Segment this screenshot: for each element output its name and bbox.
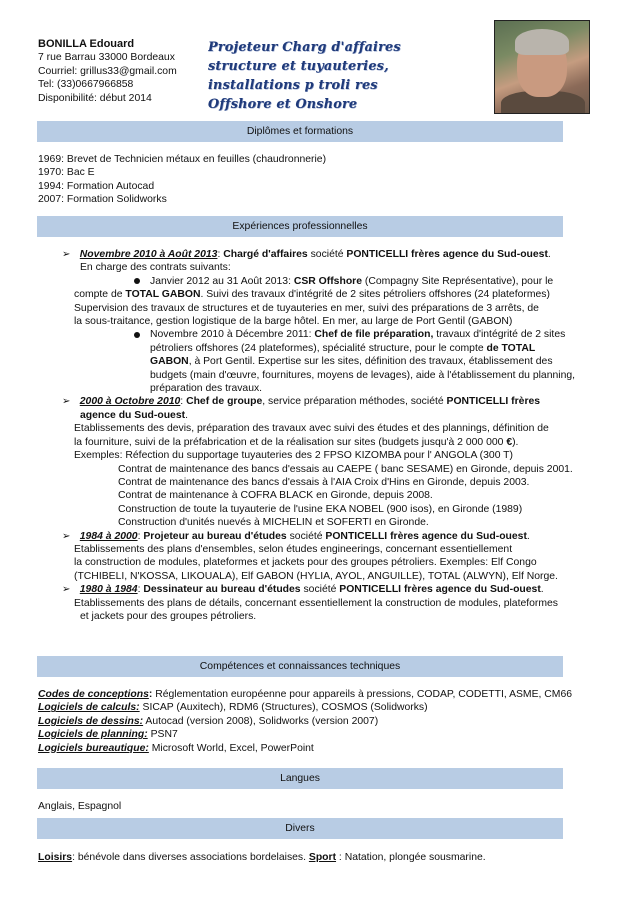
text-line: Construction d'unités nuevés à MICHELIN et SOFERTI en Gironde. (118, 517, 429, 529)
arrow-bullet-icon: ➢ (62, 530, 71, 542)
phone: Tel: (33)0667966858 (38, 79, 134, 91)
text-line: Etablissements des plans d'ensembles, selon études engineerings, concernant essentiellement (74, 543, 513, 555)
availability: Disponibilité: début 2014 (38, 92, 152, 104)
date-range: Novembre 2010 à Août 2013 (79, 249, 218, 260)
list-item: Logiciels de dessins: Autocad (version 2008), Solidworks (version 2007) (38, 715, 379, 727)
person-name: BONILLA Edouard (38, 38, 135, 50)
experience-entry-2: ➢ 2000 à Octobre 2010: Chef de groupe, service préparation méthodes, société PONTICELLI frères (62, 396, 541, 408)
experience-entry-1: ➢ Novembre 2010 à Août 2013: Chargé d'affaires société PONTICELLI frères agence du Sud-ouest. (62, 249, 551, 260)
text-line: la construction de modules, plateformes et jackets pour des groupes pétroliers. Exemples: Elf Congo (74, 557, 537, 569)
job-title-line: structure et tuyauteries, (208, 59, 389, 74)
sub-entry: Janvier 2012 au 31 Août 2013: CSR Offshore (Compagny Site Représentative), pour le (38, 275, 598, 288)
job-title-line: Projeteur Charg d'affaires (208, 40, 401, 55)
text-line: (TCHIBELI, N'KOSSA, LIKOUALA), Elf GABON (HYLIA, AYOL, ANGUILLE), TOTAL (ALWYN), Elf Norge. (74, 570, 558, 582)
job-title-line: Offshore et Onshore (208, 97, 358, 112)
langues-text: Anglais, Espagnol (38, 801, 122, 812)
divers-text: Loisirs: bénévole dans diverses associations bordelaises. Sport : Natation, plongée sousmarine. (38, 852, 486, 863)
experience-entry-3: ➢ 1984 à 2000: Projeteur au bureau d'études société PONTICELLI frères agence du Sud-ouest. (62, 530, 530, 542)
email: Courriel: grillus33@gmail.com (38, 65, 177, 77)
list-item: Codes de conceptions: Réglementation européenne pour appareils à pressions, CODAP, CODETTI, ASME, CM66 (38, 689, 573, 700)
arrow-bullet-icon: ➢ (62, 249, 71, 260)
job-title-line: installations p troli res (208, 78, 378, 93)
company: PONTICELLI frères agence du Sud-ouest (325, 530, 527, 542)
bullet-icon (134, 278, 140, 284)
date-range: 1980 à 1984 (79, 584, 138, 596)
role: Projeteur au bureau d'études (143, 530, 287, 542)
text-line: Exemples: Réfection du supportage tuyauteries des 2 FPSO KIZOMBA pour l' ANGOLA (300 T) (74, 450, 513, 462)
arrow-bullet-icon: ➢ (62, 396, 71, 408)
diplomes-list (38, 153, 598, 207)
company: PONTICELLI frères agence du Sud-ouest (346, 249, 548, 260)
list-item: 2007: Formation Solidworks (38, 194, 167, 206)
text-line: En charge des contrats suivants: (80, 262, 231, 274)
text-line: Supervision des travaux de structures et de tuyauteries en mer, suivi des préparations de 3 arrêts, de (74, 302, 539, 314)
sub-entry: Novembre 2010 à Décembre 2011: Chef de file préparation, travaux d'intégrité de 2 sites (38, 328, 598, 341)
text-line: Contrat de maintenance à COFRA BLACK en Gironde, depuis 2008. (118, 490, 433, 502)
text-line: Etablissements des plans de détails, concernant essentiellement la construction de modules, plateformes (74, 597, 559, 609)
section-header-experiences: Expériences professionnelles (37, 216, 563, 237)
text-line: la sous-traitance, gestion logistique de la barge hôtel. En mer, au large de Port Gentil (GABON) (74, 316, 513, 328)
date-range: 2000 à Octobre 2010 (79, 396, 181, 408)
address: 7 rue Barrau 33000 Bordeaux (38, 52, 175, 64)
text-line: Contrat de maintenance des bancs d'essais à l'AIA Croix d'Hins en Gironde, depuis 2003. (118, 476, 530, 488)
text-line: budgets (main d'œuvre, fournitures, moyens de levages), aide à l'établissement du planning, (150, 369, 576, 381)
list-item: Logiciels bureautique: Microsoft World, Excel, PowerPoint (38, 742, 314, 754)
experience-list (38, 248, 598, 623)
arrow-bullet-icon: ➢ (62, 584, 71, 596)
company: PONTICELLI frères (446, 396, 541, 408)
text-line: et jackets pour des groupes pétroliers. (80, 610, 257, 622)
text-line: agence du Sud-ouest. (80, 409, 188, 421)
experience-entry-4: ➢ 1980 à 1984: Dessinateur au bureau d'études société PONTICELLI frères agence du Sud-ouest. (62, 584, 544, 596)
list-item: 1994: Formation Autocad (38, 180, 155, 192)
text-line: Construction de toute la tuyauterie de l'usine EKA NOBEL (900 isos), en Gironde (1989) (118, 503, 523, 515)
text-line: GABON, à Port Gentil. Expertise sur les sites, définition des travaux, établissement des (150, 356, 553, 368)
section-header-divers: Divers (37, 818, 563, 839)
section-header-competences: Compétences et connaissances techniques (37, 656, 563, 677)
text-line: la fourniture, suivi de la préfabrication et de la réalisation sur sites (budgets jusqu'à 2 000 000 €). (74, 436, 519, 448)
list-item: Logiciels de calculs: SICAP (Auxitech), RDM6 (Structures), COSMOS (Solidworks) (38, 702, 428, 714)
text-line: compte de TOTAL GABON. Suivi des travaux d'intégrité de 2 sites pétroliers offshores (24 plateformes) (74, 289, 550, 301)
list-item: 1970: Bac E (38, 167, 95, 179)
list-item: 1969: Brevet de Technicien métaux en feuilles (chaudronnerie) (38, 154, 327, 165)
profile-photo (494, 20, 590, 114)
competences-list (38, 688, 598, 755)
section-header-diplomes: Diplômes et formations (37, 121, 563, 142)
date-range: 1984 à 2000 (79, 530, 138, 542)
role: Chef de groupe (186, 396, 263, 408)
section-header-langues: Langues (37, 768, 563, 789)
role: Dessinateur au bureau d'études (143, 584, 301, 596)
role: Chargé d'affaires (223, 249, 308, 260)
text-line: Contrat de maintenance des bancs d'essais au CAEPE ( banc SESAME) en Gironde, depuis 2001. (118, 463, 573, 475)
company: PONTICELLI frères agence du Sud-ouest (339, 584, 541, 596)
list-item: Logiciels de planning: PSN7 (38, 729, 178, 741)
bullet-icon (134, 332, 140, 338)
text-line: Etablissements des devis, préparation des travaux avec suivi des études et des plannings, définition de (74, 423, 549, 435)
contact-block (38, 38, 208, 105)
text-line: pétroliers offshores (24 plateformes), spécialité structure, pour le compte de TOTAL (150, 342, 536, 354)
job-title (208, 38, 470, 114)
text-line: préparation des travaux. (150, 383, 263, 395)
